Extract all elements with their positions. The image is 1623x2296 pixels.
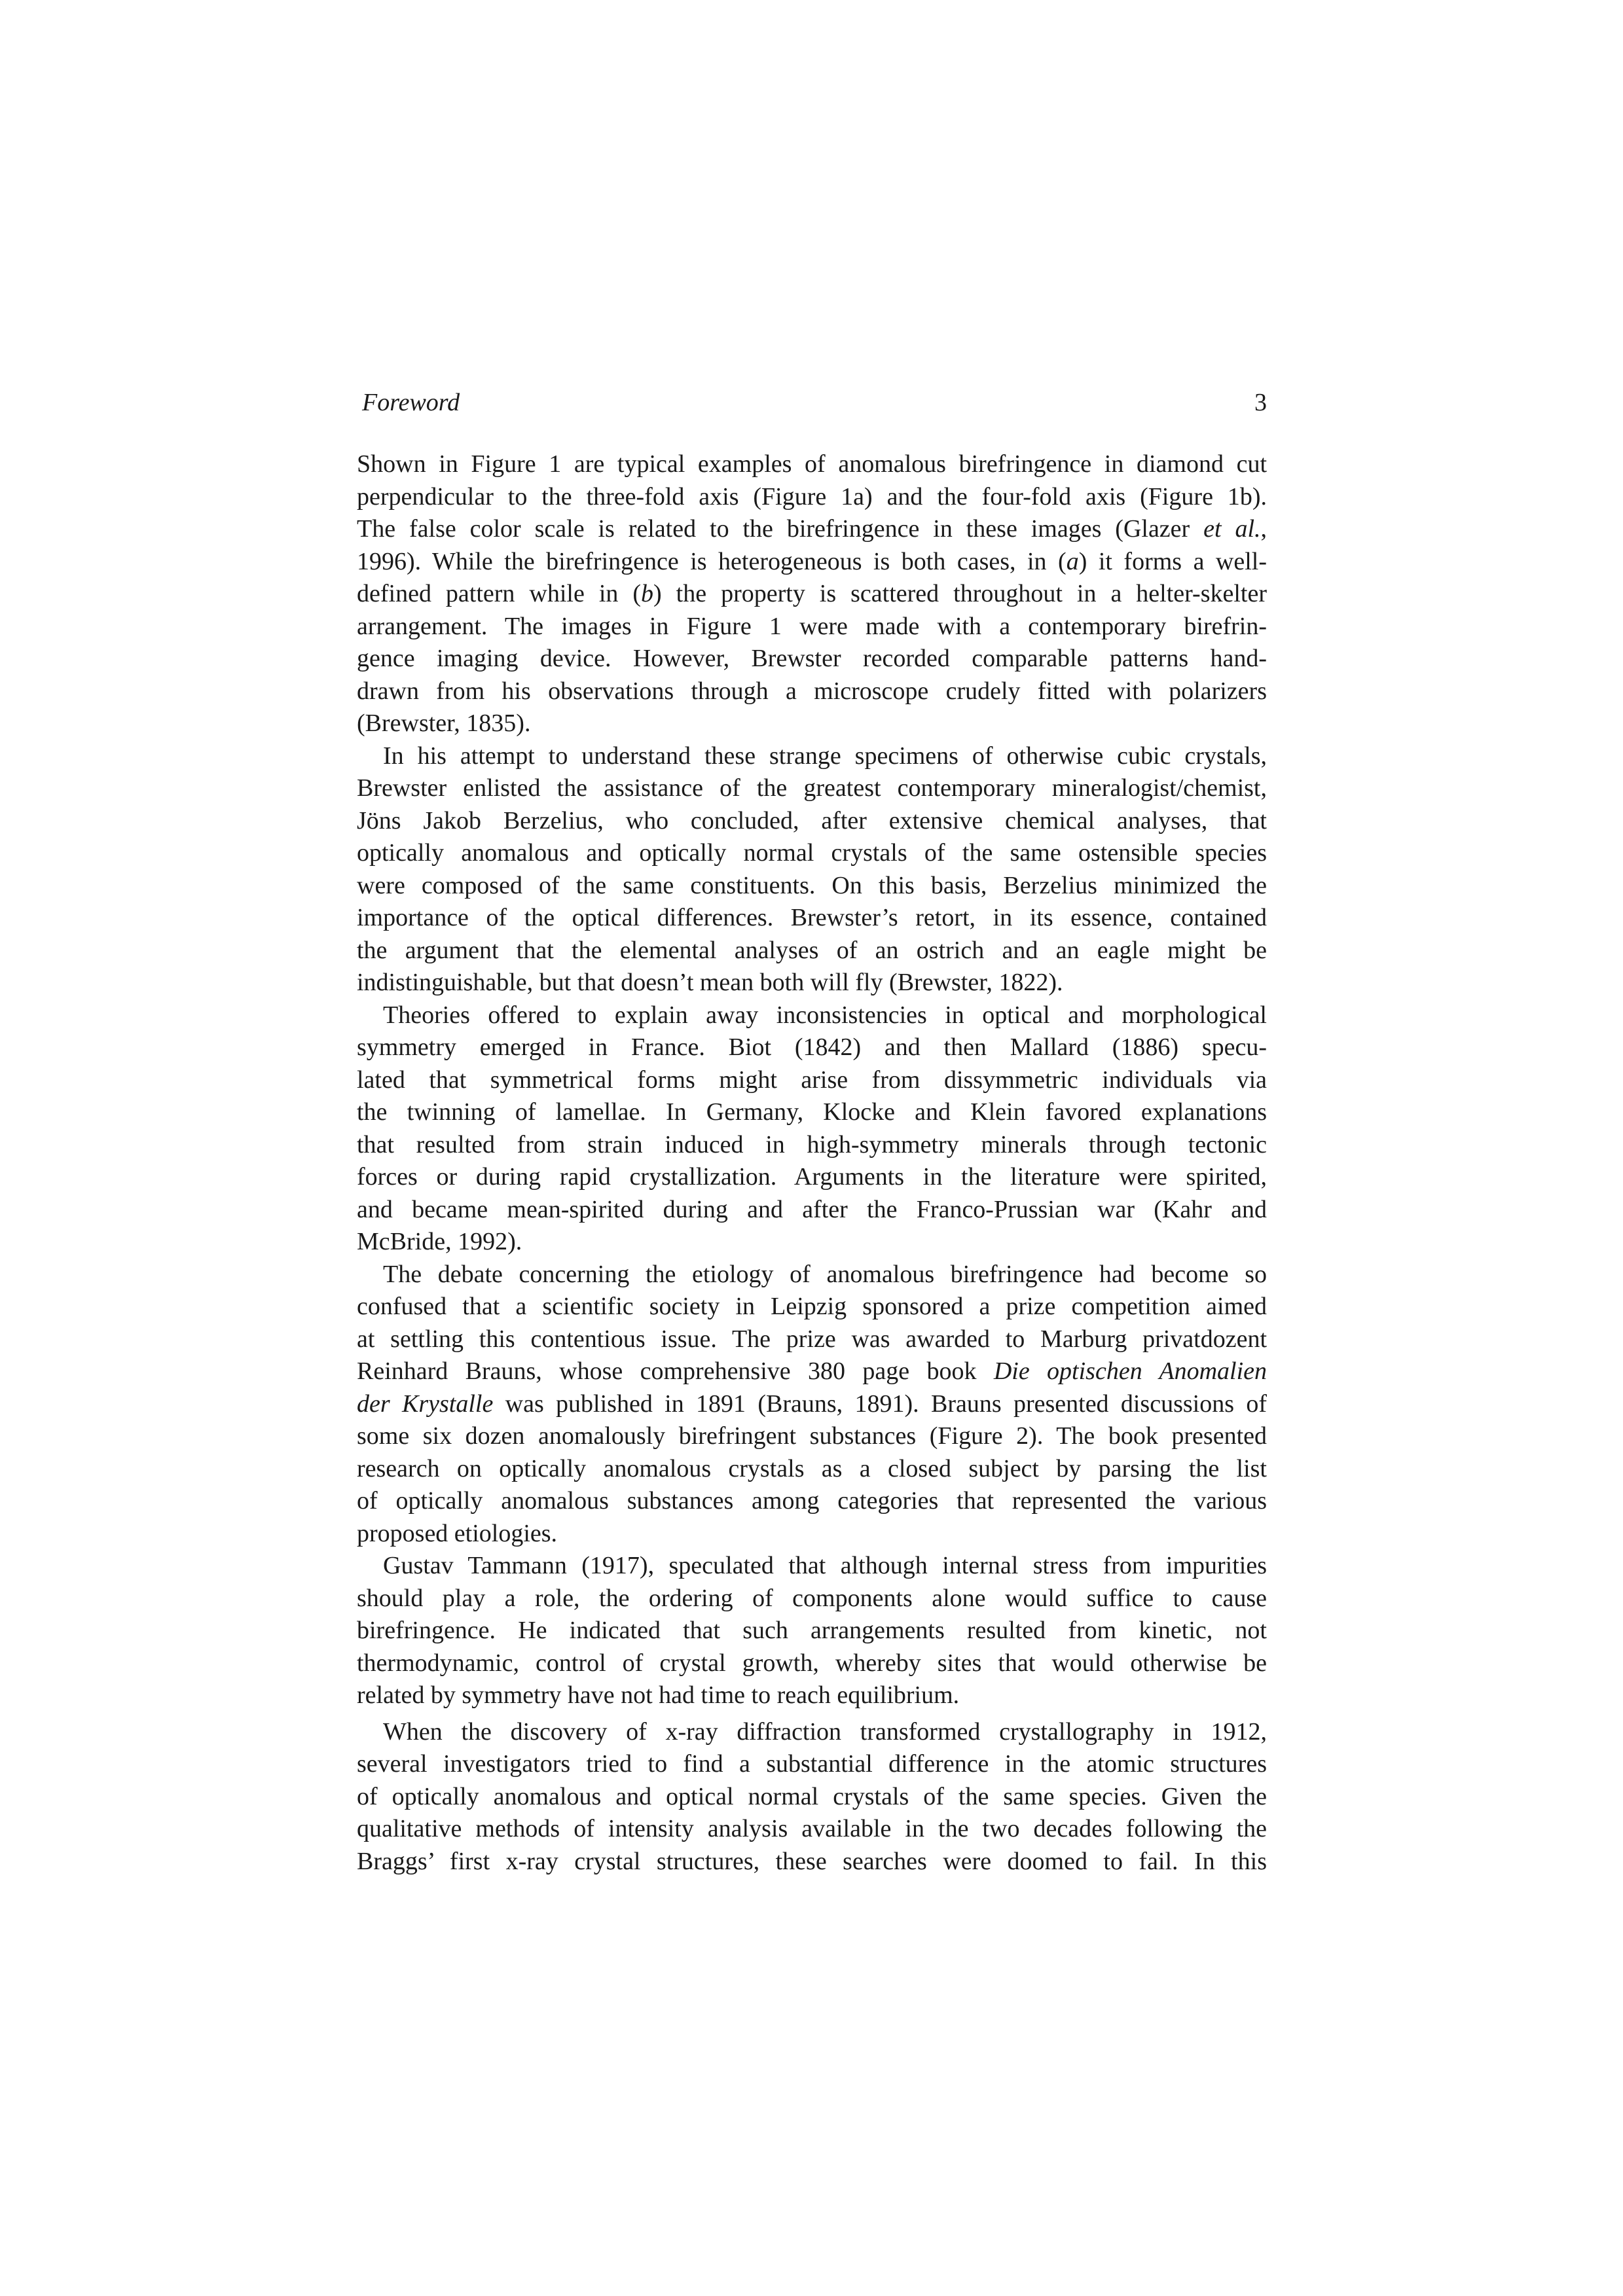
text-line: Reinhard Brauns, whose comprehensive 380 page book Die optischen Anomalien [357,1357,1267,1385]
text-line: should play a role, the ordering of components alone would suffice to cause [357,1584,1267,1612]
text-line: Theories offered to explain away inconsistencies in optical and morphological [383,1001,1267,1029]
text-line: at settling this contentious issue. The prize was awarded to Marburg privatdozent [357,1325,1267,1353]
text-line: (Brewster, 1835). [357,709,531,737]
text-line: In his attempt to understand these strange specimens of otherwise cubic crystals, [383,742,1267,770]
text-line: optically anomalous and optically normal crystals of the same ostensible species [357,839,1267,867]
text-line: were composed of the same constituents. On this basis, Berzelius minimized the [357,871,1267,899]
text-line: symmetry emerged in France. Biot (1842) and then Mallard (1886) specu- [357,1033,1267,1061]
text-line: related by symmetry have not had time to reach equilibrium. [357,1681,960,1709]
text-line: arrangement. The images in Figure 1 were made with a contemporary birefrin- [357,612,1267,640]
text-line: importance of the optical differences. Brewster’s retort, in its essence, contained [357,904,1267,931]
text-line: some six dozen anomalously birefringent substances (Figure 2). The book presented [357,1422,1267,1450]
text-line: Braggs’ first x-ray crystal structures, these searches were doomed to fail. In this [357,1847,1267,1875]
paragraph-3 [357,999,1267,1259]
text-line: the twinning of lamellae. In Germany, Klocke and Klein favored explanations [357,1098,1267,1126]
text-line: proposed etiologies. [357,1519,558,1547]
text-line: research on optically anomalous crystals as a closed subject by parsing the list [357,1454,1267,1482]
running-head-title: Foreword [362,389,460,416]
text-line: When the discovery of x-ray diffraction transformed crystallography in 1912, [383,1717,1267,1746]
text-line: gence imaging device. However, Brewster recorded comparable patterns hand- [357,645,1267,672]
text-line: of optically anomalous substances among categories that represented the various [357,1487,1267,1515]
text-line: The false color scale is related to the birefringence in these images (Glazer et al., [357,515,1267,543]
paragraph-1 [357,448,1267,740]
text-line: several investigators tried to find a substantial difference in the atomic structures [357,1750,1267,1778]
text-line: 1996). While the birefringence is heterogeneous is both cases, in (a) it forms a well- [357,547,1267,575]
text-line: birefringence. He indicated that such arrangements resulted from kinetic, not [357,1617,1267,1644]
book-page [357,383,1267,1878]
text-line: Brewster enlisted the assistance of the greatest contemporary mineralogist/chemist, [357,774,1267,802]
page-number: 3 [1254,389,1267,416]
text-line: defined pattern while in (b) the property is scattered throughout in a helter-skelter [357,580,1267,607]
text-line: The debate concerning the etiology of anomalous birefringence had become so [383,1260,1267,1288]
text-line: perpendicular to the three-fold axis (Figure 1a) and the four-fold axis (Figure 1b). [357,482,1267,511]
text-line: qualitative methods of intensity analysis available in the two decades following the [357,1815,1267,1842]
paragraph-5 [357,1550,1267,1712]
paragraph-4 [357,1259,1267,1551]
text-line: der Krystalle was published in 1891 (Brauns, 1891). Brauns presented discussions of [357,1390,1267,1418]
text-line: confused that a scientific society in Leipzig sponsored a prize competition aimed [357,1293,1267,1320]
text-line: McBride, 1992). [357,1228,522,1255]
paragraph-6 [357,1716,1267,1878]
paragraph-2 [357,740,1267,999]
text-line: that resulted from strain induced in high-symmetry minerals through tectonic [357,1130,1267,1158]
text-line: Shown in Figure 1 are typical examples of anomalous birefringence in diamond cut [357,450,1267,478]
text-line: drawn from his observations through a microscope crudely fitted with polarizers [357,677,1267,705]
running-head [357,383,1267,422]
text-line: thermodynamic, control of crystal growth, whereby sites that would otherwise be [357,1649,1267,1677]
text-line: forces or during rapid crystallization. Arguments in the literature were spirited, [357,1163,1267,1191]
text-line: of optically anomalous and optical normal crystals of the same species. Given the [357,1782,1267,1810]
text-line: indistinguishable, but that doesn’t mean both will fly (Brewster, 1822). [357,969,1063,996]
text-line: Gustav Tammann (1917), speculated that although internal stress from impurities [383,1552,1267,1579]
text-line: lated that symmetrical forms might arise from dissymmetric individuals via [357,1066,1267,1094]
body-text [357,448,1267,1878]
text-line: the argument that the elemental analyses of an ostrich and an eagle might be [357,936,1267,964]
text-line: and became mean-spirited during and after the Franco-Prussian war (Kahr and [357,1195,1267,1223]
text-line: Jöns Jakob Berzelius, who concluded, after extensive chemical analyses, that [357,806,1267,834]
